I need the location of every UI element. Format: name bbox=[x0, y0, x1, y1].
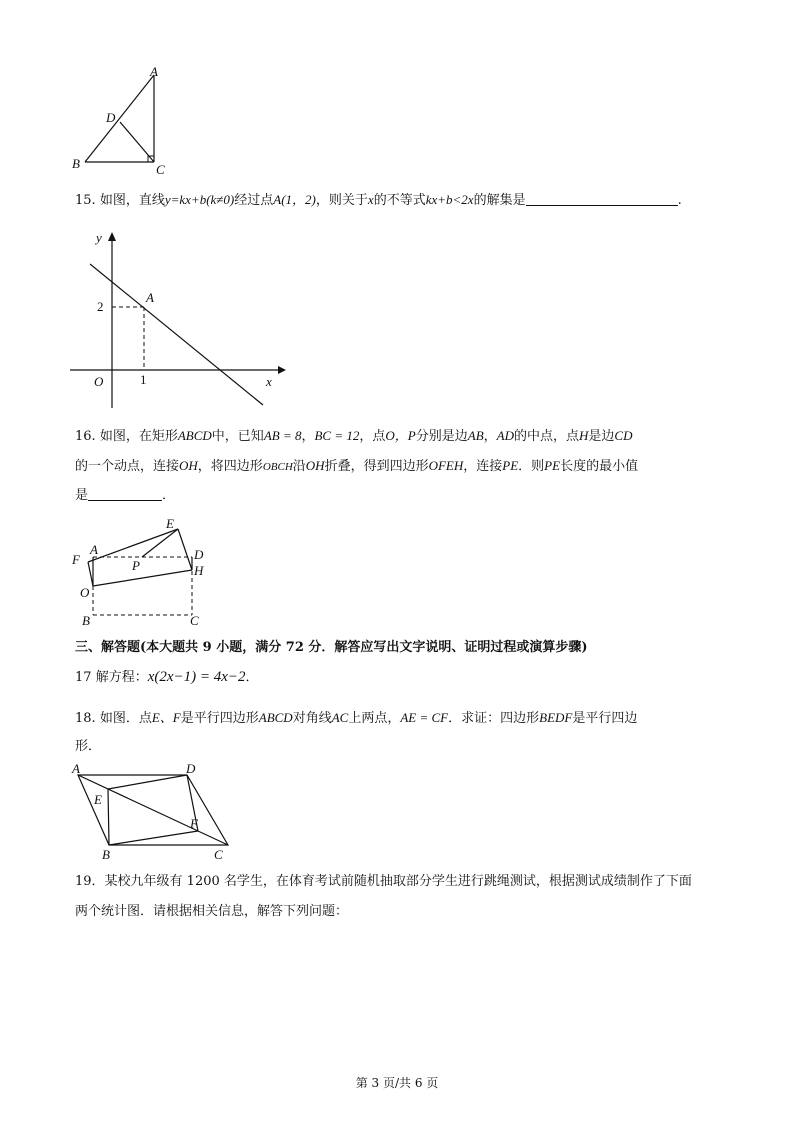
math: PE bbox=[544, 458, 561, 473]
label-A: A bbox=[72, 761, 80, 776]
page-footer: 第 3 页/共 6 页 bbox=[355, 1076, 439, 1090]
math: A(1，2) bbox=[273, 192, 316, 207]
label-H: H bbox=[194, 563, 204, 578]
math: x bbox=[367, 192, 374, 207]
math: OFEH bbox=[428, 458, 464, 473]
parallelogram-figure-18 bbox=[66, 760, 236, 865]
label-O: O bbox=[80, 585, 90, 600]
text: 的一个动点，连接 bbox=[75, 459, 180, 474]
question-number: 18. bbox=[75, 711, 96, 726]
label-E: E bbox=[94, 792, 102, 807]
section-3-heading: 三、解答题(本大题共 9 小题，满分 72 分．解答应写出文字说明、证明过程或演算步骤) bbox=[75, 640, 588, 655]
math: BEDF bbox=[539, 710, 573, 725]
question-17 bbox=[75, 667, 259, 688]
math: BC = 12 bbox=[314, 428, 360, 443]
label-A: A bbox=[146, 290, 154, 305]
math: x(2x−1) = 4x−2 bbox=[147, 669, 246, 685]
question-18-line-2: 形． bbox=[75, 739, 102, 754]
question-16-line-3 bbox=[75, 486, 175, 506]
question-number: 15. bbox=[75, 193, 96, 208]
text: 的解集是 bbox=[473, 193, 526, 208]
question-18-line-1 bbox=[75, 708, 637, 729]
text: 长度的最小值 bbox=[560, 459, 639, 474]
math: AB bbox=[467, 428, 484, 443]
label-D: D bbox=[106, 110, 116, 125]
text: ． bbox=[245, 670, 259, 685]
math: O，P bbox=[385, 428, 416, 443]
text: 是平行四边形 bbox=[180, 711, 259, 726]
text: ．求证：四边形 bbox=[448, 711, 540, 726]
label-F: F bbox=[72, 552, 80, 567]
text: 上两点， bbox=[348, 711, 401, 726]
math: AD bbox=[496, 428, 514, 443]
text: ，点 bbox=[359, 429, 386, 444]
text: 是 bbox=[75, 488, 89, 503]
text: ，将四边形 bbox=[197, 459, 263, 474]
math: ABCD bbox=[258, 710, 293, 725]
math: AE = CF bbox=[400, 710, 449, 725]
question-number: 17 bbox=[75, 670, 92, 685]
math: H bbox=[579, 428, 589, 443]
rectangle-fold-figure-16 bbox=[66, 514, 216, 634]
triangle-figure-14 bbox=[68, 64, 178, 179]
text: 是平行四边 bbox=[572, 711, 638, 726]
text: 中，已知 bbox=[211, 429, 264, 444]
label-C: C bbox=[214, 847, 223, 862]
math: OH bbox=[305, 458, 325, 473]
text: 如图，直线 bbox=[99, 193, 165, 208]
math: CD bbox=[614, 428, 633, 443]
text: 是边 bbox=[588, 429, 615, 444]
math: y=kx+b(k≠0) bbox=[164, 192, 235, 207]
label-P: P bbox=[132, 558, 140, 573]
text: ，连接 bbox=[463, 459, 503, 474]
math: OH bbox=[179, 458, 198, 473]
question-number: 16. bbox=[75, 429, 96, 444]
text: 折叠，得到四边形 bbox=[324, 459, 429, 474]
text: 对角线 bbox=[292, 711, 332, 726]
math: ABCD bbox=[177, 428, 212, 443]
text: 沿 bbox=[292, 459, 306, 474]
answer-blank bbox=[88, 486, 162, 501]
text: 解方程： bbox=[95, 670, 148, 685]
question-16-line-1 bbox=[75, 426, 632, 447]
math: E、F bbox=[151, 710, 181, 725]
label-A: A bbox=[150, 64, 158, 79]
label-B: B bbox=[102, 847, 110, 862]
label-B: B bbox=[82, 613, 90, 628]
axis-label-x: x bbox=[266, 374, 272, 389]
math: PE bbox=[502, 458, 519, 473]
math: kx+b<2x bbox=[425, 192, 474, 207]
text: ， bbox=[483, 429, 497, 444]
axis-label-y: y bbox=[96, 230, 102, 245]
text: 的中点，点 bbox=[514, 429, 580, 444]
text: ． bbox=[162, 488, 176, 503]
math: AC bbox=[331, 710, 349, 725]
label-D: D bbox=[186, 761, 196, 776]
text: 经过点 bbox=[234, 193, 274, 208]
answer-blank bbox=[526, 191, 678, 206]
label-C: C bbox=[156, 162, 165, 177]
label-D: D bbox=[194, 547, 204, 562]
origin-label: O bbox=[94, 374, 104, 389]
text: 分别是边 bbox=[415, 429, 468, 444]
text: 如图，在矩形 bbox=[99, 429, 178, 444]
label-B: B bbox=[72, 156, 80, 171]
text: ， bbox=[301, 429, 315, 444]
question-19-line-1: 19．某校九年级有 1200 名学生，在体育考试前随机抽取部分学生进行跳绳测试，根据测试成绩制作了下面 bbox=[75, 874, 692, 889]
tick-label-2: 2 bbox=[97, 299, 104, 314]
text: . bbox=[677, 193, 682, 208]
label-F: F bbox=[190, 816, 198, 831]
label-C: C bbox=[190, 613, 199, 628]
text: 的不等式 bbox=[373, 193, 426, 208]
coordinate-figure-15 bbox=[70, 224, 290, 414]
tick-label-1: 1 bbox=[140, 372, 147, 387]
text: ，则关于 bbox=[315, 193, 368, 208]
label-E: E bbox=[166, 516, 174, 531]
math: OBCH bbox=[262, 461, 293, 473]
math: AB = 8 bbox=[263, 428, 302, 443]
question-19-line-2: 两个统计图．请根据相关信息，解答下列问题： bbox=[75, 904, 349, 919]
question-16-line-2 bbox=[75, 456, 638, 477]
text: ．则 bbox=[518, 459, 545, 474]
question-15 bbox=[75, 190, 682, 211]
label-A: A bbox=[90, 542, 98, 557]
text: 如图．点 bbox=[99, 711, 152, 726]
